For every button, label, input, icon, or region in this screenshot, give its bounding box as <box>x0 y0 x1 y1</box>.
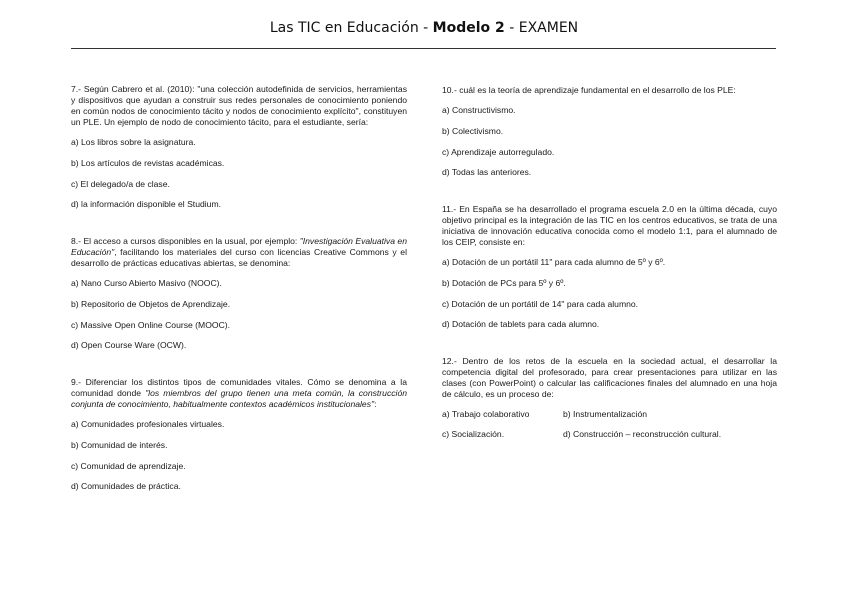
question-9 <box>71 377 407 492</box>
question-11-option-d: d) Dotación de tablets para cada alumno. <box>442 319 600 329</box>
question-12-text: 12.- Dentro de los retos de la escuela en la sociedad actual, el desarrollar la competencia digital del profesorado, para crear presentaciones para utilizar en las clases (con PowerPoint) o calcular las calificaciones finales del alumnado en una hoja de cálculo, es un proceso de: <box>442 356 777 399</box>
header-title-suffix: - EXAMEN <box>504 20 579 36</box>
question-8-text <box>71 236 407 269</box>
question-7-option-d: d) la información disponible el Studium. <box>71 199 221 209</box>
question-10-option-d: d) Todas las anteriores. <box>442 167 532 177</box>
question-8-option-c: c) Massive Open Online Course (MOOC). <box>71 320 231 330</box>
question-11-option-a: a) Dotación de un portátil 11" para cada alumno de 5º y 6º. <box>442 257 666 267</box>
question-8-option-d: d) Open Course Ware (OCW). <box>71 340 187 350</box>
question-7 <box>71 84 407 210</box>
question-12-option-b: b) Instrumentalización <box>563 409 648 419</box>
header-title-prefix: Las TIC en Educación - <box>269 20 433 36</box>
question-8-text-start: 8.- El acceso a cursos disponibles en la usual, por ejemplo: <box>71 236 300 246</box>
question-12-option-d: d) Construcción – reconstrucción cultural. <box>563 429 722 439</box>
left-column <box>71 84 407 492</box>
question-8-option-a: a) Nano Curso Abierto Masivo (NOOC). <box>71 278 222 288</box>
question-8 <box>71 236 407 351</box>
question-7-text: 7.- Según Cabrero et al. (2010): "una colección autodefinida de servicios, herramientas y dispositivos que ayudan a construir sus redes personales de conocimiento poniendo en común nodos de conocimiento tácito y nodos de conocimiento explícito", constituyen un PLE. Un ejemplo de nodo de conocimiento tácito, para el estudiante, sería: <box>71 84 407 127</box>
question-10-option-b: b) Colectivismo. <box>442 126 504 136</box>
question-10-text: 10.- cuál es la teoría de aprendizaje fundamental en el desarrollo de los PLE: <box>442 85 736 95</box>
question-10 <box>442 85 777 178</box>
question-9-text <box>71 377 407 410</box>
question-8-option-b: b) Repositorio de Objetos de Aprendizaje. <box>71 299 231 309</box>
question-9-text-italic: "los miembros del grupo tienen una meta común, la construcción conjunta de conocimiento, habitualmente contextos académicos institucionales" <box>71 388 408 409</box>
question-12-options-row-1 <box>442 409 777 420</box>
question-12 <box>442 356 777 440</box>
question-9-option-a: a) Comunidades profesionales virtuales. <box>71 419 225 429</box>
right-column <box>442 85 777 440</box>
question-9-text-start: 9.- Diferenciar los distintos tipos de comunidades vitales. Cómo se denomina a la comunidad donde <box>71 377 407 398</box>
header-divider <box>71 48 776 49</box>
question-11 <box>442 204 777 330</box>
question-9-text-end: : <box>374 399 377 409</box>
question-7-option-c: c) El delegado/a de clase. <box>71 179 170 189</box>
question-7-option-a: a) Los libros sobre la asignatura. <box>71 137 196 147</box>
question-12-option-c: c) Socialización. <box>442 429 505 439</box>
question-10-option-a: a) Constructivismo. <box>442 105 516 115</box>
question-9-option-c: c) Comunidad de aprendizaje. <box>71 461 186 471</box>
question-12-option-a: a) Trabajo colaborativo <box>442 409 530 419</box>
question-8-text-italic: "Investigación Evaluativa en Educación" <box>71 236 407 257</box>
question-11-option-b: b) Dotación de PCs para 5º y 6º. <box>442 278 566 288</box>
header-model: Modelo 2 <box>432 20 505 36</box>
question-8-text-end: , facilitando los materiales del curso con licencias Creative Commons y el desarrollo de prácticas educativas abiertas, se denomina: <box>71 247 407 268</box>
question-9-option-d: d) Comunidades de práctica. <box>71 481 181 491</box>
question-11-option-c: c) Dotación de un portátil de 14" para cada alumno. <box>442 299 639 309</box>
question-10-option-c: c) Aprendizaje autorregulado. <box>442 147 555 157</box>
question-12-options-row-2 <box>442 429 777 440</box>
question-11-text: 11.- En España se ha desarrollado el programa escuela 2.0 en la última década, cuyo objetivo principal es la integración de las TIC en los centros educativos, se trata de una iniciativa de innovación educativa conocida como el modelo 1:1, para el alumnado de los CEIP, consiste en: <box>442 204 777 247</box>
question-7-option-b: b) Los artículos de revistas académicas. <box>71 158 225 168</box>
page-header <box>0 20 848 36</box>
question-9-option-b: b) Comunidad de interés. <box>71 440 168 450</box>
